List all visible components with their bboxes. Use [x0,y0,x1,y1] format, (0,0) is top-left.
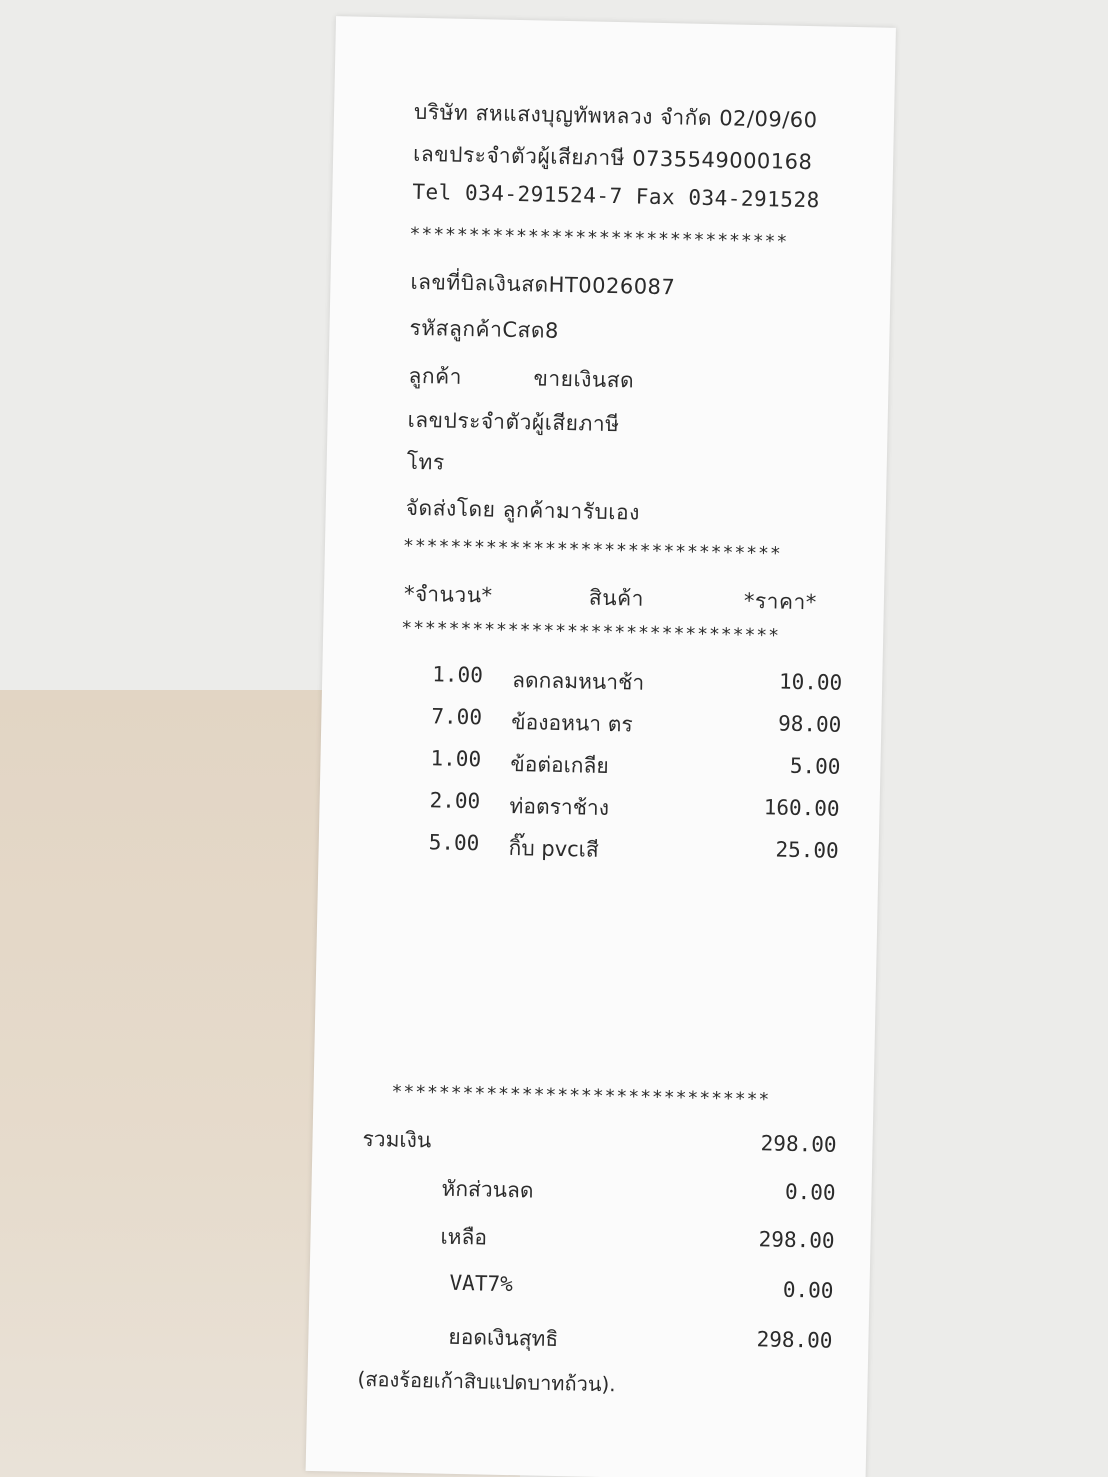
customer-value: ขายเงินสด [533,366,635,393]
item-row [320,744,881,786]
vat-value: 0.00 [782,1277,834,1303]
item-price: 5.00 [789,753,841,779]
delivery-method: จัดส่งโดย ลูกค้ามารับเอง [405,495,641,525]
item-name: ลดกลมหนาช้า [511,667,645,695]
customer-tax-id: เลขประจำตัวผู้เสียภาษี [407,407,620,437]
divider-4: ******************************** [391,1081,771,1111]
total-value: 298.00 [760,1131,837,1157]
receipt-paper [306,16,896,1477]
column-qty: *จำนวน* [403,581,493,608]
total-label: รวมเงิน [362,1126,432,1153]
item-qty: 5.00 [428,830,480,856]
discount-value: 0.00 [784,1179,836,1205]
column-price: *ราคา* [743,588,818,615]
item-name: กิ๊บ pvcเสี [508,835,599,862]
bill-number: เลขที่บิลเงินสดHT0026087 [410,269,676,300]
customer-code: รหัสลูกค้าCสด8 [409,315,560,343]
company-line: บริษัท สหแสงบุญทัพหลวง จำกัด 02/09/60 [413,99,818,133]
customer-label: ลูกค้า [408,363,463,389]
remaining-label: เหลือ [440,1224,488,1250]
divider-3: ******************************** [401,617,781,647]
vat-label: VAT7% [449,1270,514,1297]
item-name: ท่อตราช้าง [509,793,610,821]
item-name: ข้อต่อเกลีย [510,751,609,779]
item-price: 10.00 [778,669,843,695]
tax-id-line: เลขประจำตัวผู้เสียภาษี 0735549000168 [412,141,813,175]
item-row [319,786,880,828]
customer-phone: โทร [406,449,445,475]
discount-label: หักส่วนลด [441,1176,534,1203]
item-row [321,702,882,744]
item-qty: 2.00 [429,788,481,814]
item-qty: 1.00 [430,746,482,772]
divider-1: ******************************** [409,223,789,253]
column-item: สินค้า [588,585,645,611]
item-row [318,828,879,870]
item-row [322,660,883,702]
net-total-label: ยอดเงินสุทธิ [448,1324,559,1352]
item-qty: 1.00 [432,662,484,688]
net-total-value: 298.00 [756,1327,833,1353]
item-price: 160.00 [763,795,840,821]
amount-in-words: (สองร้อยเก้าสิบแปดบาทถ้วน). [357,1366,616,1397]
item-price: 98.00 [777,711,842,737]
contact-line: Tel 034-291524-7 Fax 034-291528 [412,179,820,213]
item-qty: 7.00 [431,704,483,730]
item-name: ข้องอหนา ตร [511,709,633,737]
remaining-value: 298.00 [758,1227,835,1253]
divider-2: ******************************** [402,535,782,565]
item-price: 25.00 [775,837,839,863]
